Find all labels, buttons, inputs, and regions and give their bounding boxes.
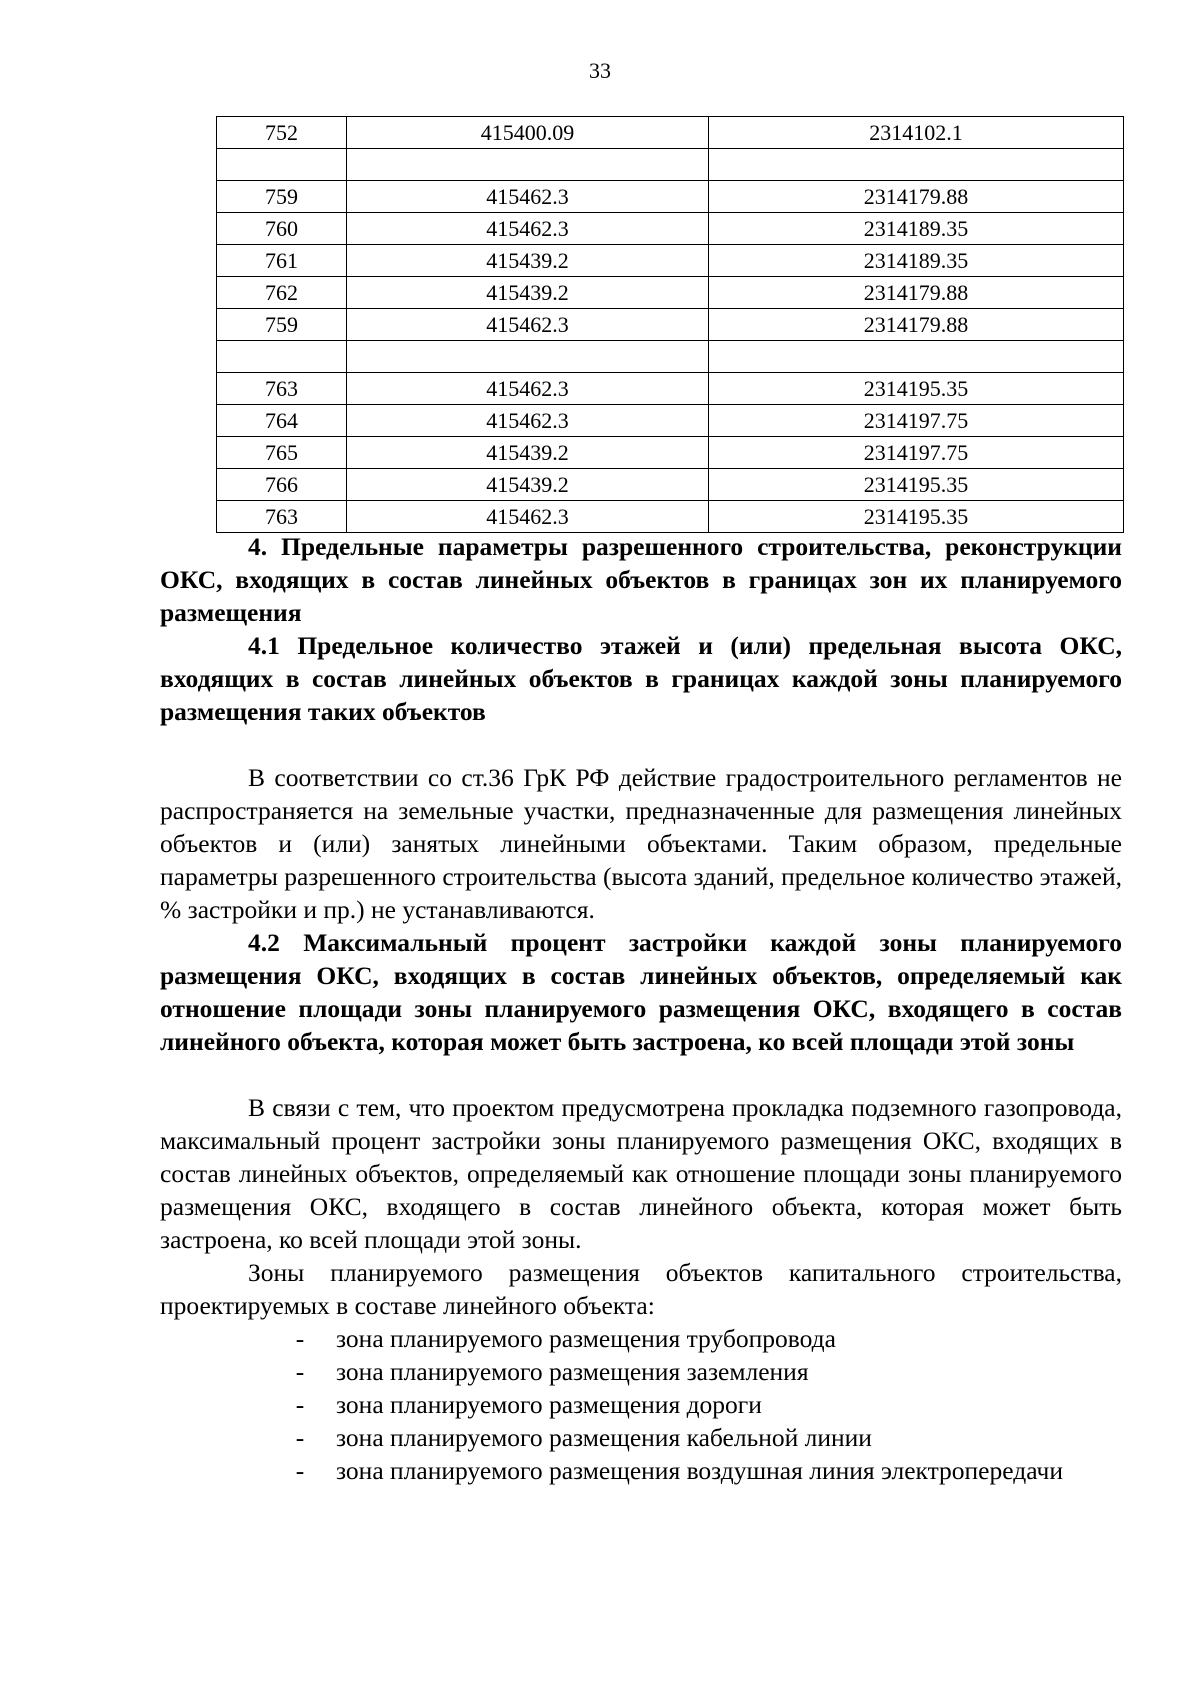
- x-coordinate-cell: 415439.2: [347, 277, 709, 309]
- list-dash: -: [295, 1423, 305, 1452]
- list-item: [160, 1421, 1122, 1454]
- page-number: 33: [589, 58, 611, 83]
- point-number-cell: 759: [217, 309, 347, 341]
- table-row: [217, 213, 1124, 245]
- point-number-cell: 765: [217, 437, 347, 469]
- list-item-text: зона планируемого размещения кабельной линии: [336, 1423, 872, 1452]
- section-4: [160, 530, 1122, 1487]
- list-dash: -: [295, 1324, 305, 1353]
- list-item: [160, 1454, 1122, 1487]
- table-row: [217, 501, 1124, 533]
- point-number-cell: 762: [217, 277, 347, 309]
- table-row: [217, 149, 1124, 181]
- section-4-2-heading: 4.2 Максимальный процент застройки каждой зоны планируемого размещения ОКС, входящих в состав линейных объектов, определяемый как отношение площади зоны планируемого размещения ОКС, входящего в состав линейного объекта, которая может быть застроена, ко всей площади этой зоны: [160, 928, 1122, 1056]
- x-coordinate-cell: 415462.3: [347, 213, 709, 245]
- x-coordinate-cell: 415439.2: [347, 469, 709, 501]
- y-coordinate-cell: 2314102.1: [709, 117, 1124, 149]
- y-coordinate-cell: 2314197.75: [709, 437, 1124, 469]
- list-item-text: зона планируемого размещения трубопровода: [336, 1324, 836, 1353]
- x-coordinate-cell: 415439.2: [347, 437, 709, 469]
- section-4-heading: 4. Предельные параметры разрешенного строительства, реконструкции ОКС, входящих в состав линейных объектов в границах зон их планируемого размещения: [160, 532, 1122, 627]
- list-item-text: зона планируемого размещения воздушная линия электропередачи: [336, 1456, 1063, 1485]
- y-coordinate-cell: 2314195.35: [709, 469, 1124, 501]
- table-row: [217, 117, 1124, 149]
- y-coordinate-cell: [709, 341, 1124, 373]
- table-row: [217, 469, 1124, 501]
- x-coordinate-cell: 415462.3: [347, 405, 709, 437]
- x-coordinate-cell: 415462.3: [347, 501, 709, 533]
- point-number-cell: 764: [217, 405, 347, 437]
- point-number-cell: [217, 341, 347, 373]
- list-item: [160, 1388, 1122, 1421]
- point-number-cell: [217, 149, 347, 181]
- x-coordinate-cell: 415462.3: [347, 309, 709, 341]
- table-row: [217, 437, 1124, 469]
- y-coordinate-cell: 2314189.35: [709, 245, 1124, 277]
- table-row: [217, 309, 1124, 341]
- list-dash: -: [295, 1357, 305, 1386]
- point-number-cell: 763: [217, 501, 347, 533]
- section-4-1-heading: 4.1 Предельное количество этажей и (или) предельная высота ОКС, входящих в состав линейных объектов в границах каждой зоны планируемого размещения таких объектов: [160, 631, 1122, 726]
- coordinates-table-body: [217, 117, 1124, 533]
- point-number-cell: 752: [217, 117, 347, 149]
- point-number-cell: 763: [217, 373, 347, 405]
- point-number-cell: 761: [217, 245, 347, 277]
- table-row: [217, 405, 1124, 437]
- zones-intro: Зоны планируемого размещения объектов капитального строительства, проектируемых в составе линейного объекта:: [160, 1258, 1122, 1320]
- y-coordinate-cell: 2314189.35: [709, 213, 1124, 245]
- x-coordinate-cell: 415439.2: [347, 245, 709, 277]
- y-coordinate-cell: 2314179.88: [709, 181, 1124, 213]
- section-4-1-text: В соответствии со ст.36 ГрК РФ действие градостроительного регламентов не распространяется на земельные участки, предназначенные для размещения линейных объектов и (или) занятых линейными объектами. Таким образом, предельные параметры разрешенного строительства (высота зданий, предельное количество этажей, % застройки и пр.) не устанавливаются.: [160, 763, 1122, 924]
- list-dash: -: [295, 1390, 305, 1419]
- point-number-cell: 759: [217, 181, 347, 213]
- list-item: [160, 1355, 1122, 1388]
- coordinates-table: [216, 116, 1124, 533]
- table-row: [217, 245, 1124, 277]
- y-coordinate-cell: 2314195.35: [709, 373, 1124, 405]
- table-row: [217, 277, 1124, 309]
- list-item-text: зона планируемого размещения дороги: [336, 1390, 762, 1419]
- section-4-2-text: В связи с тем, что проектом предусмотрена прокладка подземного газопровода, максимальный процент застройки зоны планируемого размещения ОКС, входящих в состав линейных объектов, определяемый как отношение площади зоны планируемого размещения ОКС, входящего в состав линейного объекта, которая может быть застроена, ко всей площади этой зоны.: [160, 1093, 1122, 1254]
- x-coordinate-cell: [347, 149, 709, 181]
- x-coordinate-cell: 415462.3: [347, 181, 709, 213]
- x-coordinate-cell: 415400.09: [347, 117, 709, 149]
- y-coordinate-cell: 2314197.75: [709, 405, 1124, 437]
- zones-list: [160, 1322, 1122, 1487]
- table-row: [217, 181, 1124, 213]
- point-number-cell: 766: [217, 469, 347, 501]
- y-coordinate-cell: 2314179.88: [709, 309, 1124, 341]
- y-coordinate-cell: [709, 149, 1124, 181]
- y-coordinate-cell: 2314179.88: [709, 277, 1124, 309]
- table-row: [217, 373, 1124, 405]
- point-number-cell: 760: [217, 213, 347, 245]
- table-row: [217, 341, 1124, 373]
- x-coordinate-cell: [347, 341, 709, 373]
- list-item-text: зона планируемого размещения заземления: [336, 1357, 809, 1386]
- list-dash: -: [295, 1456, 305, 1485]
- list-item: [160, 1322, 1122, 1355]
- y-coordinate-cell: 2314195.35: [709, 501, 1124, 533]
- x-coordinate-cell: 415462.3: [347, 373, 709, 405]
